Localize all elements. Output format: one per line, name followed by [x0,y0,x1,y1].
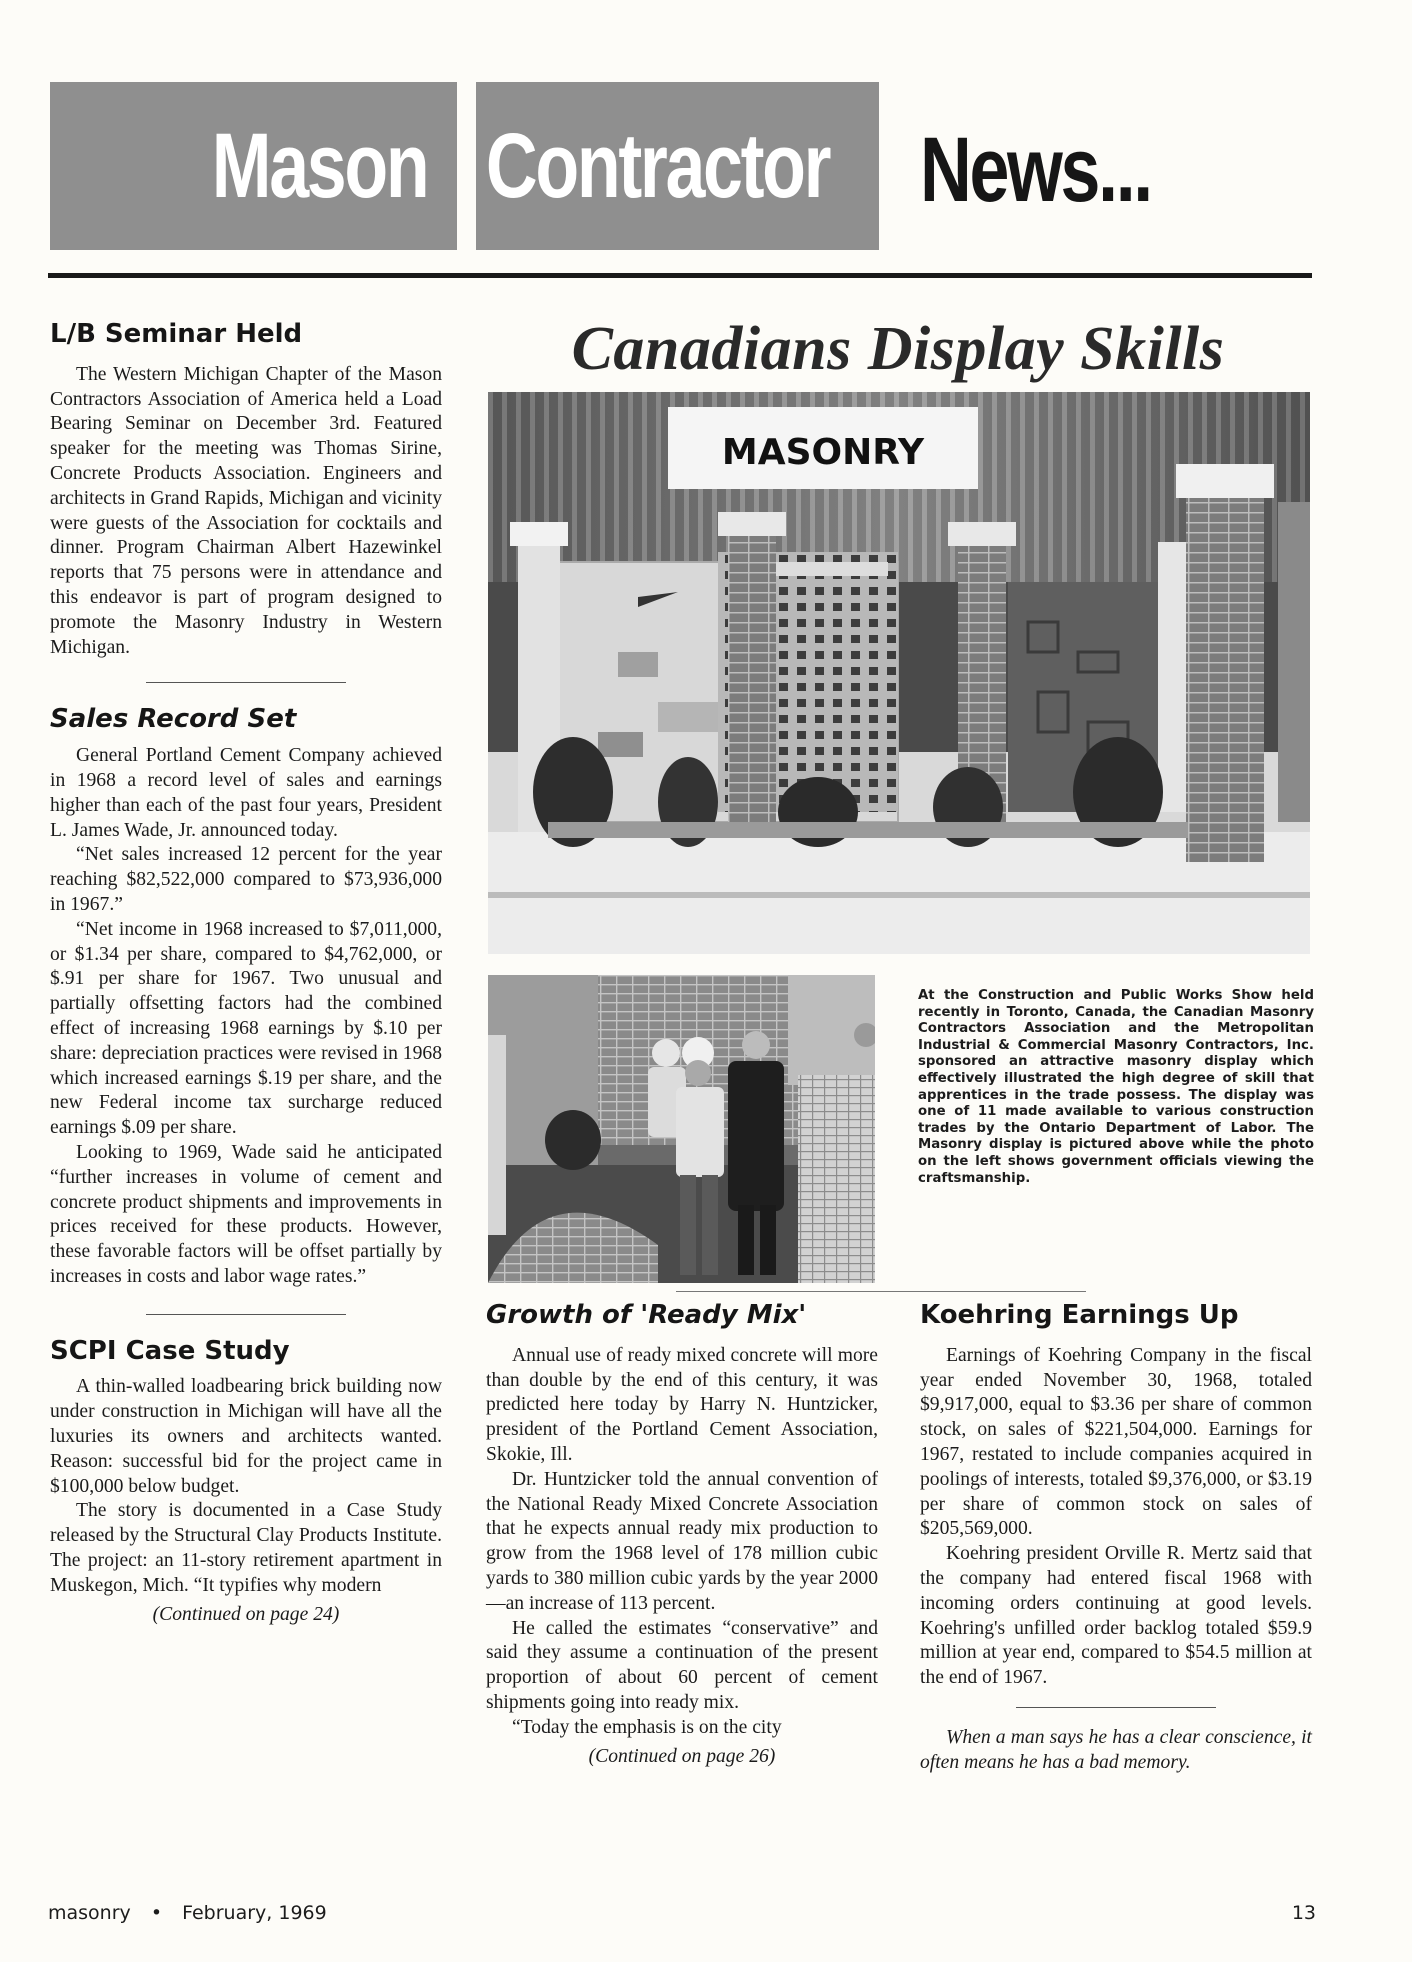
footer-publication-line [48,1902,327,1924]
masonry-display-illustration [488,392,1310,954]
scpi-heading: SCPI Case Study [50,1335,290,1366]
masthead-news [920,120,1216,220]
readymix-paragraph-1: Annual use of ready mixed concrete will more than double by the end of this century, it was predicted here today by Harry N. Huntzicker, president of the Portland Cement Association, Skokie, Ill. [486,1344,878,1465]
koehring-quote: When a man says he has a clear conscience, it often means he has a bad memory. [920,1726,1312,1773]
masthead-box-mason [50,82,457,250]
readymix-continued: (Continued on page 26) [588,1745,776,1767]
officials-photo [488,975,875,1283]
sales-paragraph-3: “Net income in 1968 increased to $7,011,000, or $1.34 per share, compared to $4,762,000, or $.91 per share for 1967. Two unusual and partially offsetting factors had the combined effect of increasing 1968 earnings by $.10 per share: depreciation practices were revised in 1968 which increased earnings $.19 per share, and the new Federal income tax surcharge reduced earnings $.09 per share. [50,918,442,1139]
masthead-box-contractor [476,82,879,250]
lower-rule [676,1291,1086,1292]
masthead-word-news: News... [920,119,1151,221]
scpi-paragraph-2: The story is documented in a Case Study released by the Structural Clay Products Institute. The project: an 11-story retirement apartment in Muskegon, Mich. “It typifies why modern [50,1500,442,1596]
separator-1 [146,682,346,683]
left-column [50,319,442,1627]
footer-date: February, 1969 [182,1902,327,1924]
middle-column [486,1300,878,1769]
seminar-paragraph: The Western Michigan Chapter of the Mason Contractors Association of America held a Load Bearing Seminar on December 3rd. Featured speaker for the meeting was Thomas Sirine, Concrete Products Association. Engineers and architects in Grand Rapids, Michigan and vicinity were guests of the Association for cocktails and dinner. Program Chairman Albert Hazewinkel reports that 75 persons were in attendance and this endeavor is part of program designed to promote the Masonry Industry in Western Michigan. [50,363,442,658]
right-column [920,1300,1312,1776]
sales-heading: Sales Record Set [50,704,297,735]
photo-caption: At the Construction and Public Works Show held recently in Toronto, Canada, the Canadian Masonry Contractors Association and the Metropolitan Industrial & Commercial Masonry Contractors, Inc. sponsored an attractive masonry display which effectively illustrated the high degree of skill that apprentices in the trade possess. The display was one of 11 made available to various construction trades by the Ontario Department of Labor. The Masonry display is pictured above while the photo on the left shows government officials viewing the craftsmanship. [918,988,1314,1186]
scpi-paragraph-1: A thin-walled loadbearing brick building now under construction in Michigan will have all the luxuries its owners and architects wanted. Reason: successful bid for the project came in $100,000 below budget. [50,1376,442,1497]
masthead-word-contractor: Contractor [485,115,829,217]
readymix-heading: Growth of 'Ready Mix' [486,1300,807,1330]
masonry-sign-text: MASONRY [721,432,925,473]
scpi-continued: (Continued on page 24) [152,1603,340,1625]
page-number: 13 [1291,1902,1316,1924]
readymix-paragraph-4: “Today the emphasis is on the city [512,1716,782,1738]
sales-paragraph-2: “Net sales increased 12 percent for the year reaching $82,522,000 compared to $73,936,000 in 1967.” [50,844,442,915]
footer-publication: masonry [48,1902,131,1924]
separator-3 [1016,1707,1216,1708]
koehring-heading: Koehring Earnings Up [920,1300,1239,1330]
koehring-paragraph-2: Koehring president Orville R. Mertz said that the company had entered fiscal 1968 with incoming orders continuing at good levels. Koehring's unfilled order backlog totaled $59.9 million at year end, compared to $54.5 million at the end of 1967. [920,1543,1312,1689]
masthead-word-mason: Mason [211,115,427,217]
sales-paragraph-4: Looking to 1969, Wade said he anticipated “further increases in volume of cement and concrete product shipments and improvements in prices received for these products. However, these favorable factors will be offset partially by increases in costs and labor wage rates.” [50,1141,442,1287]
feature-title: Canadians Display Skills [571,315,1225,383]
footer-bullet: • [150,1902,163,1924]
separator-2 [146,1314,346,1315]
officials-illustration [488,975,875,1283]
sales-paragraph-1: General Portland Cement Company achieved in 1968 a record level of sales and earnings higher than each of the past four years, President L. James Wade, Jr. announced today. [50,745,442,841]
masonry-display-photo [488,392,1310,954]
readymix-paragraph-3: He called the estimates “conservative” and said they assume a continuation of the present proportion of about 60 percent of cement shipments going into ready mix. [486,1617,878,1713]
seminar-heading: L/B Seminar Held [50,319,303,349]
readymix-paragraph-2: Dr. Huntzicker told the annual convention of the National Ready Mixed Concrete Association that he expects annual ready mix production to grow from the 1968 level of 178 million cubic yards to 380 million cubic yards by the year 2000—an increase of 113 percent. [486,1468,878,1614]
masthead-rule [48,273,1312,278]
koehring-paragraph-1: Earnings of Koehring Company in the fiscal year ended November 30, 1968, totaled $9,917,000, equal to $3.36 per share of common stock, on sales of $221,504,000. Earnings for 1967, restated to include companies acquired in poolings of interests, totaled $9,376,000, or $3.19 per share of common stock on sales of $205,569,000. [920,1344,1312,1540]
